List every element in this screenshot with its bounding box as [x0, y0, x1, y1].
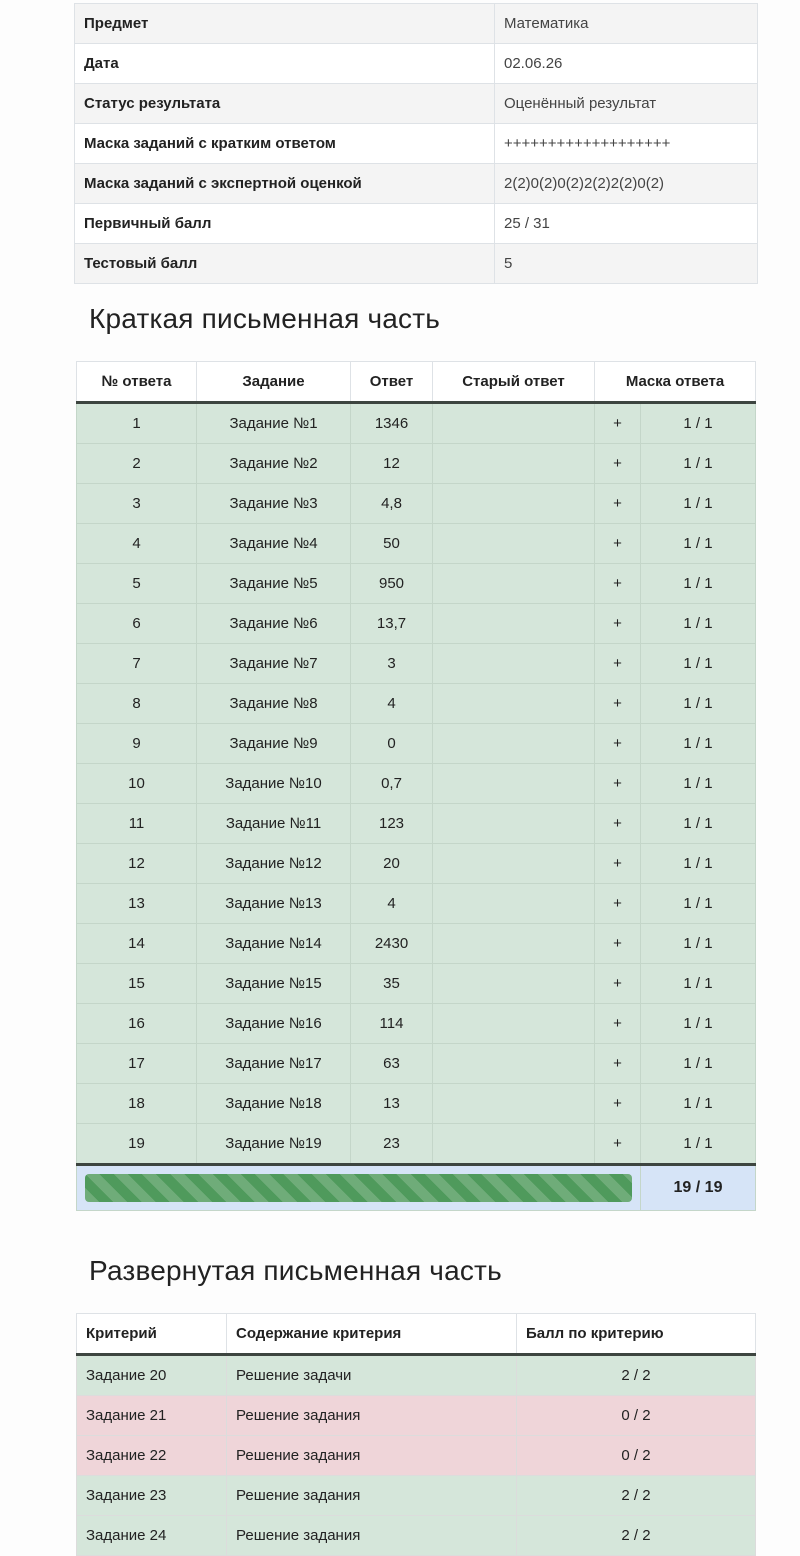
criterion-name: Задание 24: [77, 1516, 227, 1556]
table-row: [77, 604, 756, 644]
answer-number: 8: [77, 684, 197, 724]
table-row: [77, 444, 756, 484]
result-info-body: [75, 4, 758, 284]
answer-value: 1346: [351, 403, 433, 444]
table-row: [77, 844, 756, 884]
answer-value: 13: [351, 1084, 433, 1124]
answer-value: 4,8: [351, 484, 433, 524]
old-answer: [433, 403, 595, 444]
mask-sign: +: [595, 884, 641, 924]
answer-number: 6: [77, 604, 197, 644]
info-row: [75, 124, 758, 164]
progress-bar: [85, 1174, 632, 1202]
criterion-score: 2 / 2: [517, 1516, 756, 1556]
mask-sign: +: [595, 1084, 641, 1124]
info-label: Тестовый балл: [75, 244, 495, 284]
info-label: Дата: [75, 44, 495, 84]
table-row: [77, 1004, 756, 1044]
answer-value: 50: [351, 524, 433, 564]
old-answer: [433, 444, 595, 484]
result-info-table: [74, 3, 758, 284]
short-answers-table: [76, 361, 756, 1211]
table-row: [77, 1044, 756, 1084]
old-answer: [433, 644, 595, 684]
answer-number: 1: [77, 403, 197, 444]
short-section-title: Краткая письменная часть: [89, 303, 441, 334]
answer-number: 7: [77, 644, 197, 684]
task-name: Задание №4: [197, 524, 351, 564]
old-answer: [433, 684, 595, 724]
info-label: Предмет: [75, 4, 495, 44]
info-row: [75, 44, 758, 84]
mask-sign: +: [595, 644, 641, 684]
mask-sign: +: [595, 604, 641, 644]
mask-sign: +: [595, 924, 641, 964]
criterion-name: Задание 20: [77, 1355, 227, 1396]
answer-value: 3: [351, 644, 433, 684]
criterion-score: 2 / 2: [517, 1355, 756, 1396]
row-score: 1 / 1: [641, 403, 756, 444]
old-answer: [433, 484, 595, 524]
header-criterion-content: Содержание критерия: [227, 1314, 517, 1355]
table-row: [77, 804, 756, 844]
criterion-content: Решение задания: [227, 1476, 517, 1516]
row-score: 1 / 1: [641, 1004, 756, 1044]
table-row: [77, 684, 756, 724]
task-name: Задание №10: [197, 764, 351, 804]
answer-value: 0,7: [351, 764, 433, 804]
info-label: Маска заданий с экспертной оценкой: [75, 164, 495, 204]
old-answer: [433, 884, 595, 924]
task-name: Задание №3: [197, 484, 351, 524]
info-value: 5: [495, 244, 758, 284]
table-row: [77, 1124, 756, 1165]
table-row: [77, 964, 756, 1004]
criterion-content: Решение задания: [227, 1436, 517, 1476]
answer-number: 12: [77, 844, 197, 884]
info-value: 25 / 31: [495, 204, 758, 244]
criterion-row: [77, 1355, 756, 1396]
answer-number: 3: [77, 484, 197, 524]
criterion-content: Решение задания: [227, 1396, 517, 1436]
table-row: [77, 924, 756, 964]
answer-value: 23: [351, 1124, 433, 1165]
old-answer: [433, 1044, 595, 1084]
table-row: [77, 564, 756, 604]
mask-sign: +: [595, 964, 641, 1004]
header-answer-mask: Маска ответа: [595, 362, 756, 403]
short-answers-header: [77, 362, 756, 403]
info-label: Первичный балл: [75, 204, 495, 244]
criterion-name: Задание 22: [77, 1436, 227, 1476]
progress-cell: [77, 1165, 641, 1211]
table-row: [77, 644, 756, 684]
mask-sign: +: [595, 1004, 641, 1044]
mask-sign: +: [595, 524, 641, 564]
table-row: [77, 1084, 756, 1124]
mask-sign: +: [595, 564, 641, 604]
row-score: 1 / 1: [641, 604, 756, 644]
header-task: Задание: [197, 362, 351, 403]
table-row: [77, 403, 756, 444]
header-answer-number: № ответа: [77, 362, 197, 403]
answer-number: 5: [77, 564, 197, 604]
row-score: 1 / 1: [641, 524, 756, 564]
header-answer: Ответ: [351, 362, 433, 403]
info-value: Математика: [495, 4, 758, 44]
old-answer: [433, 764, 595, 804]
task-name: Задание №18: [197, 1084, 351, 1124]
answer-value: 4: [351, 684, 433, 724]
task-name: Задание №11: [197, 804, 351, 844]
old-answer: [433, 1124, 595, 1165]
criterion-content: Решение задания: [227, 1516, 517, 1556]
answer-number: 14: [77, 924, 197, 964]
criterion-name: Задание 23: [77, 1476, 227, 1516]
row-score: 1 / 1: [641, 1124, 756, 1165]
task-name: Задание №12: [197, 844, 351, 884]
task-name: Задание №19: [197, 1124, 351, 1165]
old-answer: [433, 1004, 595, 1044]
mask-sign: +: [595, 484, 641, 524]
table-row: [77, 484, 756, 524]
info-value: 2(2)0(2)0(2)2(2)2(2)0(2): [495, 164, 758, 204]
answer-number: 19: [77, 1124, 197, 1165]
long-answers-table: [76, 1313, 756, 1556]
old-answer: [433, 604, 595, 644]
row-score: 1 / 1: [641, 884, 756, 924]
answer-number: 13: [77, 884, 197, 924]
criterion-row: [77, 1516, 756, 1556]
answer-value: 123: [351, 804, 433, 844]
task-name: Задание №13: [197, 884, 351, 924]
row-score: 1 / 1: [641, 1084, 756, 1124]
header-old-answer: Старый ответ: [433, 362, 595, 403]
mask-sign: +: [595, 804, 641, 844]
task-name: Задание №9: [197, 724, 351, 764]
answer-value: 63: [351, 1044, 433, 1084]
criterion-score: 2 / 2: [517, 1476, 756, 1516]
answer-number: 16: [77, 1004, 197, 1044]
info-value: +++++++++++++++++++: [495, 124, 758, 164]
info-label: Статус результата: [75, 84, 495, 124]
answer-number: 18: [77, 1084, 197, 1124]
info-row: [75, 244, 758, 284]
total-score: 19 / 19: [641, 1165, 756, 1211]
row-score: 1 / 1: [641, 564, 756, 604]
row-score: 1 / 1: [641, 444, 756, 484]
long-answers-header: [77, 1314, 756, 1355]
answer-number: 10: [77, 764, 197, 804]
mask-sign: +: [595, 724, 641, 764]
mask-sign: +: [595, 764, 641, 804]
info-value: 02.06.26: [495, 44, 758, 84]
row-score: 1 / 1: [641, 684, 756, 724]
info-row: [75, 204, 758, 244]
answer-value: 13,7: [351, 604, 433, 644]
info-row: [75, 4, 758, 44]
header-criterion: Критерий: [77, 1314, 227, 1355]
criterion-content: Решение задачи: [227, 1355, 517, 1396]
criterion-score: 0 / 2: [517, 1396, 756, 1436]
answer-value: 12: [351, 444, 433, 484]
answer-number: 4: [77, 524, 197, 564]
answer-number: 2: [77, 444, 197, 484]
answer-value: 114: [351, 1004, 433, 1044]
criterion-row: [77, 1476, 756, 1516]
answer-value: 35: [351, 964, 433, 1004]
old-answer: [433, 964, 595, 1004]
short-total-row: [77, 1165, 756, 1211]
task-name: Задание №17: [197, 1044, 351, 1084]
answer-number: 11: [77, 804, 197, 844]
old-answer: [433, 564, 595, 604]
row-score: 1 / 1: [641, 644, 756, 684]
row-score: 1 / 1: [641, 724, 756, 764]
criterion-row: [77, 1436, 756, 1476]
old-answer: [433, 924, 595, 964]
short-answers-body: [77, 403, 756, 1165]
criterion-name: Задание 21: [77, 1396, 227, 1436]
old-answer: [433, 804, 595, 844]
table-row: [77, 524, 756, 564]
task-name: Задание №14: [197, 924, 351, 964]
mask-sign: +: [595, 403, 641, 444]
answer-number: 17: [77, 1044, 197, 1084]
row-score: 1 / 1: [641, 1044, 756, 1084]
old-answer: [433, 724, 595, 764]
task-name: Задание №8: [197, 684, 351, 724]
old-answer: [433, 844, 595, 884]
row-score: 1 / 1: [641, 924, 756, 964]
task-name: Задание №15: [197, 964, 351, 1004]
info-row: [75, 164, 758, 204]
info-label: Маска заданий с кратким ответом: [75, 124, 495, 164]
old-answer: [433, 1084, 595, 1124]
answer-number: 9: [77, 724, 197, 764]
table-row: [77, 724, 756, 764]
answer-value: 4: [351, 884, 433, 924]
task-name: Задание №6: [197, 604, 351, 644]
row-score: 1 / 1: [641, 764, 756, 804]
header-criterion-score: Балл по критерию: [517, 1314, 756, 1355]
task-name: Задание №2: [197, 444, 351, 484]
answer-value: 20: [351, 844, 433, 884]
answer-value: 0: [351, 724, 433, 764]
mask-sign: +: [595, 844, 641, 884]
task-name: Задание №7: [197, 644, 351, 684]
mask-sign: +: [595, 684, 641, 724]
long-section-title: Развернутая письменная часть: [89, 1255, 502, 1286]
info-value: Оценённый результат: [495, 84, 758, 124]
task-name: Задание №5: [197, 564, 351, 604]
long-answers-body: [77, 1355, 756, 1556]
row-score: 1 / 1: [641, 484, 756, 524]
task-name: Задание №1: [197, 403, 351, 444]
criterion-row: [77, 1396, 756, 1436]
answer-value: 2430: [351, 924, 433, 964]
info-row: [75, 84, 758, 124]
answer-number: 15: [77, 964, 197, 1004]
old-answer: [433, 524, 595, 564]
mask-sign: +: [595, 1124, 641, 1165]
row-score: 1 / 1: [641, 844, 756, 884]
task-name: Задание №16: [197, 1004, 351, 1044]
row-score: 1 / 1: [641, 964, 756, 1004]
mask-sign: +: [595, 444, 641, 484]
row-score: 1 / 1: [641, 804, 756, 844]
mask-sign: +: [595, 1044, 641, 1084]
criterion-score: 0 / 2: [517, 1436, 756, 1476]
table-row: [77, 764, 756, 804]
table-row: [77, 884, 756, 924]
answer-value: 950: [351, 564, 433, 604]
